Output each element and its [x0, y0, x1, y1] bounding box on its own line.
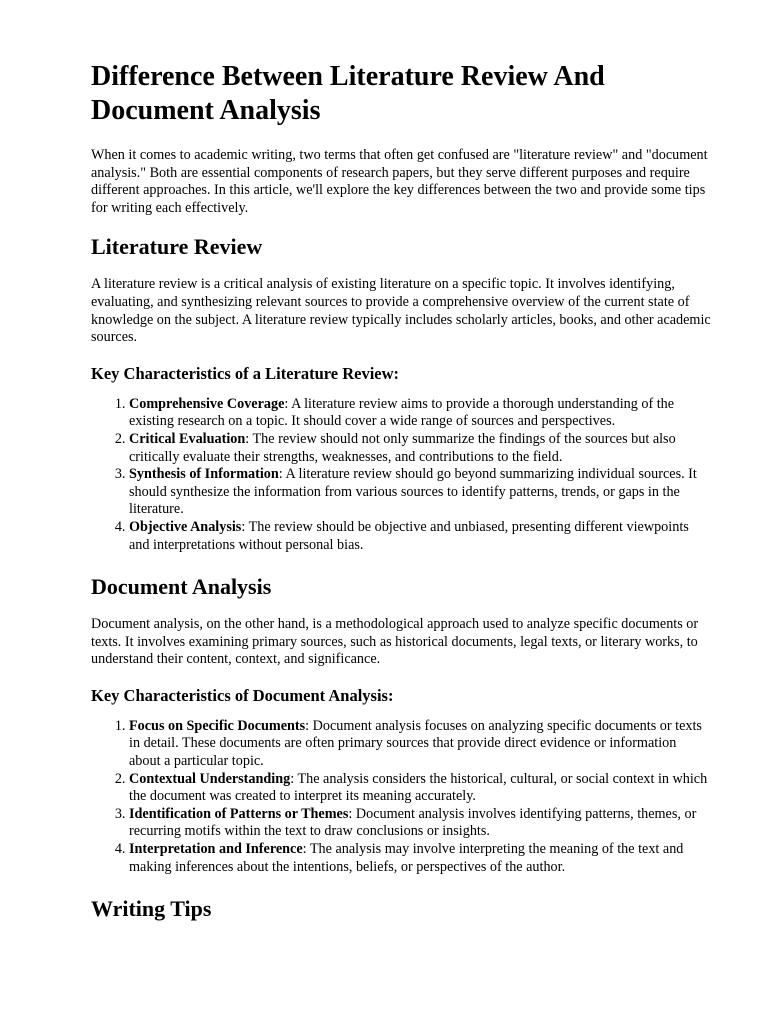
document-analysis-paragraph: Document analysis, on the other hand, is a methodological approach used to analyze specific documents or texts. It involves examining primary sources, such as historical documents, legal texts, or literary works, to understand their content, context, and significance. [91, 616, 699, 668]
section-heading-document-analysis: Document Analysis [91, 574, 272, 600]
list-item-term: Focus on Specific Documents [129, 717, 306, 734]
list-item-term: Interpretation and Inference [129, 841, 303, 858]
list-item-text: The analysis considers the historical, cultural, or social context in which the document was created to interpret its meaning accurately. [129, 770, 708, 805]
list-item-term: Comprehensive Coverage [129, 395, 285, 412]
list-item-term: Synthesis of Information [129, 466, 279, 483]
list-item-text: Document analysis involves identifying patterns, themes, or recurring motifs within the text to draw conclusions or insights. [129, 805, 697, 840]
list-item [129, 431, 711, 466]
subheading-document-analysis-characteristics: Key Characteristics of Document Analysis: [91, 685, 394, 705]
list-item [129, 466, 711, 519]
page-title: Difference Between Literature Review And Document Analysis [91, 61, 605, 126]
list-item-separator: : [302, 841, 310, 858]
list-item-text: A literature review aims to provide a thorough understanding of the existing research on a topic. It should cover a wide range of sources and perspectives. [129, 395, 675, 430]
document-page [91, 60, 711, 938]
list-item-separator: : [348, 805, 356, 822]
subheading-literature-review-characteristics: Key Characteristics of a Literature Review: [91, 363, 400, 383]
list-item [129, 519, 711, 554]
list-item-term: Identification of Patterns or Themes [129, 805, 349, 822]
list-item-text: A literature review should go beyond summarizing individual sources. It should synthesize the information from various sources to identify patterns, trends, or gaps in the literature. [129, 466, 697, 518]
literature-review-list [91, 396, 711, 554]
section-heading-literature-review: Literature Review [91, 234, 263, 260]
document-analysis-list [91, 718, 711, 876]
list-item-text: The review should be objective and unbiased, presenting different viewpoints and interpretations without personal bias. [129, 518, 689, 553]
list-item-text: The review should not only summarize the findings of the sources but also critically evaluate their strengths, weaknesses, and contributions to the field. [129, 430, 676, 465]
list-item-separator: : [241, 518, 249, 535]
intro-paragraph: When it comes to academic writing, two terms that often get confused are "literature review" and "document analysis." Both are essential components of research papers, but they serve different purposes and require different approaches. In this article, we'll explore the key differences between the two and provide some tips for writing each effectively. [91, 147, 708, 216]
list-item-separator: : [290, 770, 298, 787]
list-item [129, 396, 711, 431]
section-heading-writing-tips: Writing Tips [91, 896, 212, 922]
list-item-term: Critical Evaluation [129, 430, 246, 447]
list-item-text: The analysis may involve interpreting the meaning of the text and making inferences about the intentions, beliefs, or perspectives of the author. [129, 841, 684, 875]
list-item [129, 841, 711, 876]
list-item-separator: : [245, 430, 253, 447]
list-item-text: Document analysis focuses on analyzing specific documents or texts in detail. These documents are often primary sources that provide direct evidence or information about a particular topic. [129, 717, 702, 770]
list-item [129, 718, 711, 771]
list-item-term: Objective Analysis [129, 518, 242, 535]
literature-review-paragraph: A literature review is a critical analysis of existing literature on a specific topic. It involves identifying, evaluating, and synthesizing relevant sources to provide a comprehensive overview of the current state of knowledge on the subject. A literature review typically includes scholarly articles, books, and other academic sources. [91, 276, 711, 346]
list-item-term: Contextual Understanding [129, 770, 291, 787]
list-item-separator: : [305, 717, 313, 734]
list-item-separator: : [278, 466, 286, 483]
list-item [129, 806, 711, 841]
list-item [129, 771, 711, 806]
list-item-separator: : [284, 395, 292, 412]
